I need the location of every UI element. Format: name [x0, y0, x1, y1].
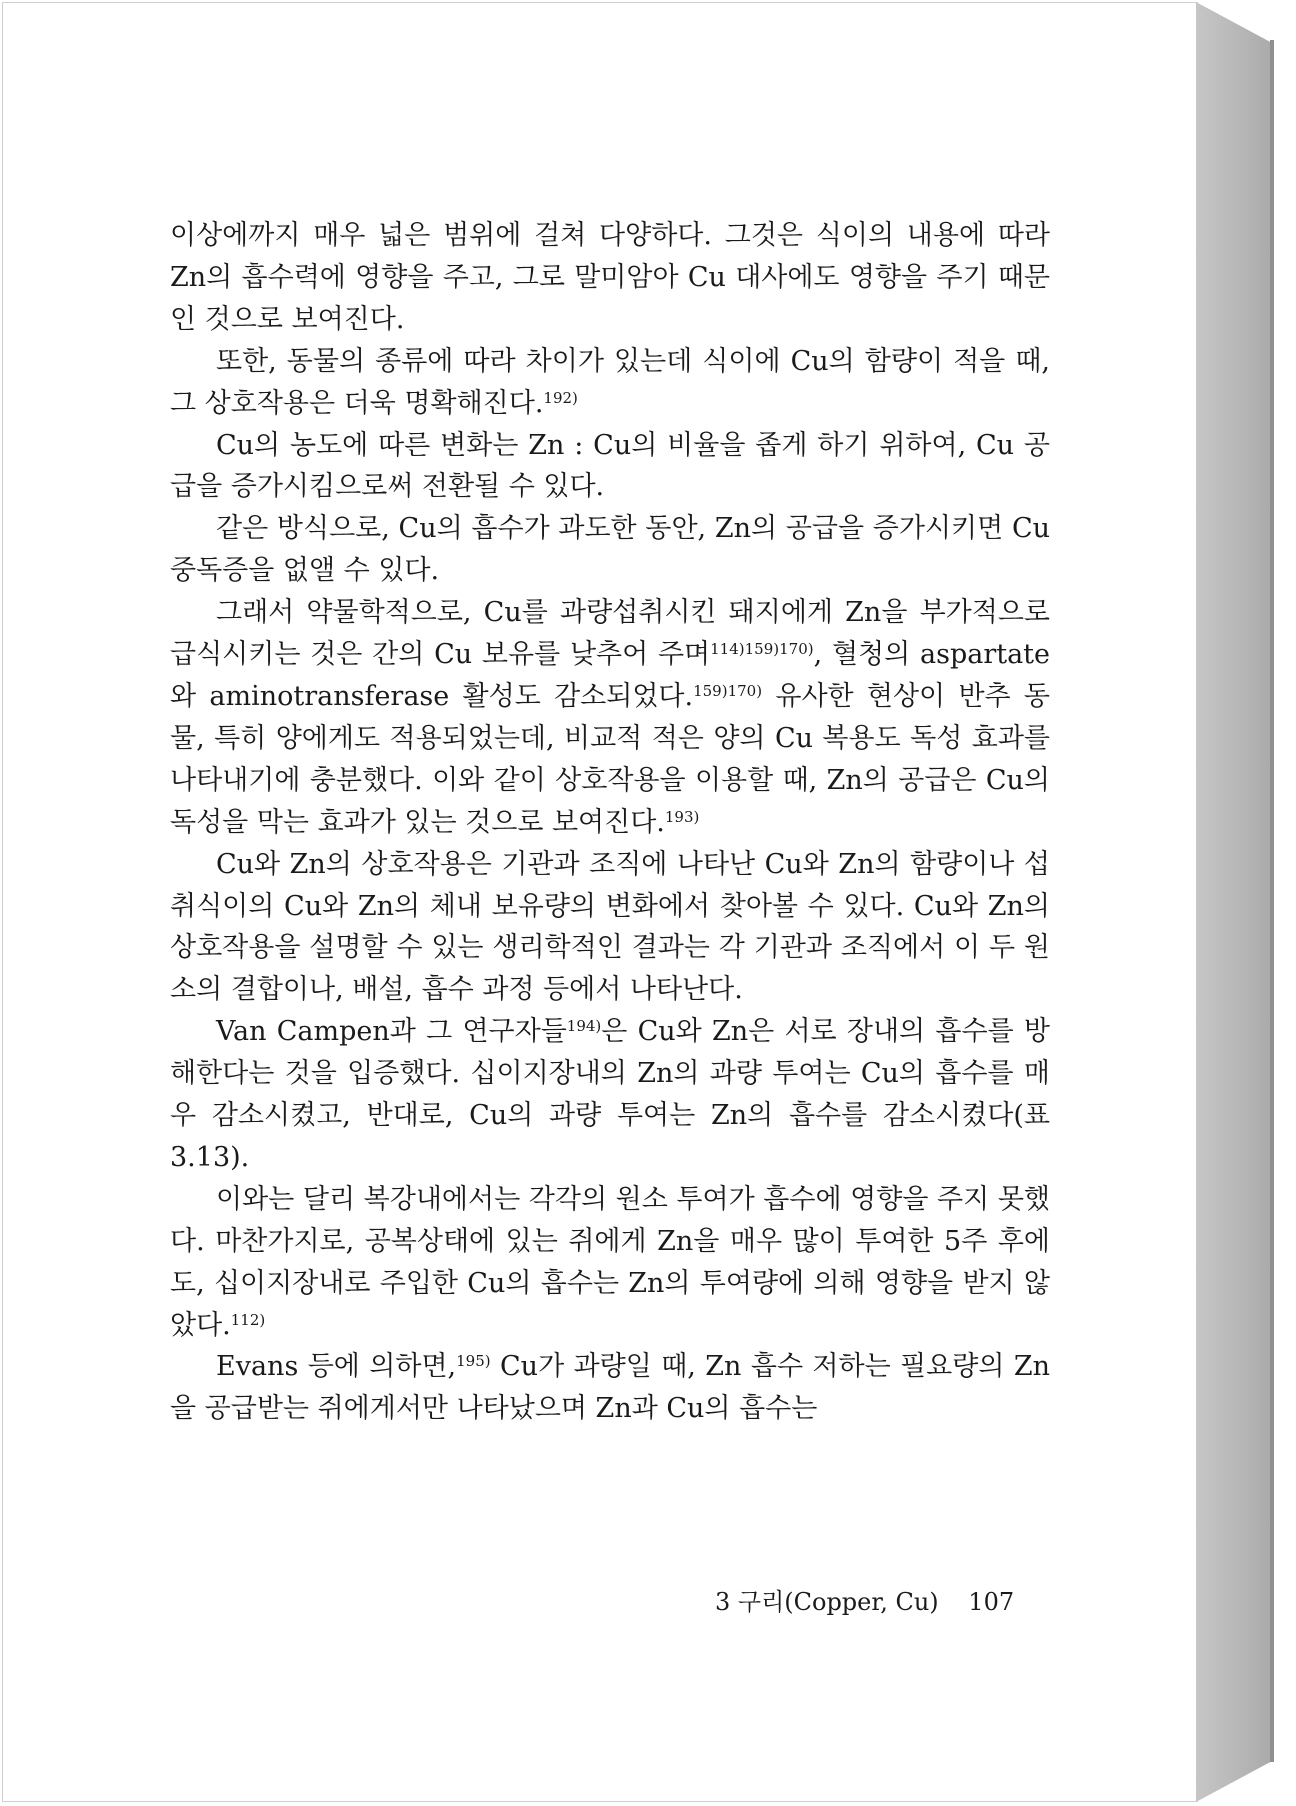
- paragraph: [170, 592, 1050, 843]
- reference-superscript: 114)159)170): [710, 640, 814, 659]
- reference-superscript: 195): [456, 1352, 491, 1371]
- paragraph: [170, 1011, 1050, 1179]
- body-text: [170, 215, 1050, 1430]
- reference-superscript: 194): [566, 1017, 602, 1036]
- page-footer: [715, 1582, 1045, 1617]
- paragraph-text: Van Campen과 그 연구자들: [216, 1016, 567, 1048]
- paragraph-text: 그래서 약물학적으로, Cu를 과량섭취시킨 돼지에게 Zn을 부가적으로 급식시키는 것은 간의 Cu 보유를 낮추어 주며: [170, 597, 1050, 671]
- paragraph: [170, 425, 1050, 509]
- paragraph-text: Cu가 과량일 때, Zn 흡수 저하는 필요량의 Zn을 공급받는 쥐에게서만 나타났으며 Zn과 Cu의 흡수는: [170, 1351, 1050, 1425]
- paragraph-text: 같은 방식으로, Cu의 흡수가 과도한 동안, Zn의 공급을 증가시키면 Cu 중독증을 없앨 수 있다.: [170, 513, 1050, 587]
- book-spine-edge: [1196, 2, 1274, 1802]
- book-spine-shadow: [1270, 40, 1274, 1762]
- paragraph-text: 은 Cu와 Zn은 서로 장내의 흡수를 방해한다는 것을 입증했다. 십이지장내의 Zn의 과량 투여는 Cu의 흡수를 매우 감소시켰고, 반대로, Cu의 과량 투여는 Zn의 흡수를 감소시켰다(표 3.13).: [170, 1016, 1050, 1173]
- paragraph: [170, 1179, 1050, 1347]
- paragraph-text: , 혈청의 aspartate와 aminotransferase 활성도 감소되었다.: [170, 639, 1051, 712]
- paragraph-text: Cu와 Zn의 상호작용은 기관과 조직에 나타난 Cu와 Zn의 함량이나 섭취식이의 Cu와 Zn의 체내 보유량의 변화에서 찾아볼 수 있다. Cu와 Zn의 상호작용을 설명할 수 있는 생리학적인 결과는 각 기관과 조직에서 이 두 원소의 결합이나, 배설, 흡수 과정 등에서 나타난다.: [170, 848, 1050, 1006]
- reference-superscript: 192): [543, 388, 578, 407]
- paragraph: [170, 508, 1050, 592]
- paragraph: [170, 215, 1050, 341]
- page-number: 107: [968, 1588, 1015, 1616]
- running-footer-chapter: 3 구리(Copper, Cu): [715, 1588, 939, 1616]
- paragraph-text: Evans 등에 의하면,: [216, 1351, 457, 1383]
- paragraph-text: 이와는 달리 복강내에서는 각각의 원소 투여가 흡수에 영향을 주지 못했다. 마찬가지로, 공복상태에 있는 쥐에게 Zn을 매우 많이 투여한 5주 후에도, 십이지장내로 주입한 Cu의 흡수는 Zn의 투여량에 의해 영향을 받지 않았다.: [170, 1183, 1050, 1341]
- paragraph: [170, 844, 1050, 1012]
- paragraph-text: 유사한 현상이 반추 동물, 특히 양에게도 적용되었는데, 비교적 적은 양의 Cu 복용도 독성 효과를 나타내기에 충분했다. 이와 같이 상호작용을 이용할 때, Zn의 공급은 Cu의 독성을 막는 효과가 있는 것으로 보여진다.: [170, 680, 1050, 838]
- paragraph: [170, 1346, 1050, 1430]
- paragraph-text: Cu의 농도에 따른 변화는 Zn : Cu의 비율을 좁게 하기 위하여, Cu 공급을 증가시킴으로써 전환될 수 있다.: [170, 429, 1050, 503]
- paragraph-text: 이상에까지 매우 넓은 범위에 걸쳐 다양하다. 그것은 식이의 내용에 따라 Zn의 흡수력에 영향을 주고, 그로 말미암아 Cu 대사에도 영향을 주기 때문인 것으로 보여진다.: [170, 220, 1050, 335]
- reference-superscript: 159)170): [693, 681, 763, 700]
- paragraph: [170, 341, 1050, 425]
- reference-superscript: 193): [664, 807, 700, 826]
- reference-superscript: 112): [230, 1310, 266, 1329]
- paragraph-text: 또한, 동물의 종류에 따라 차이가 있는데 식이에 Cu의 함량이 적을 때, 그 상호작용은 더욱 명확해진다.: [170, 345, 1050, 419]
